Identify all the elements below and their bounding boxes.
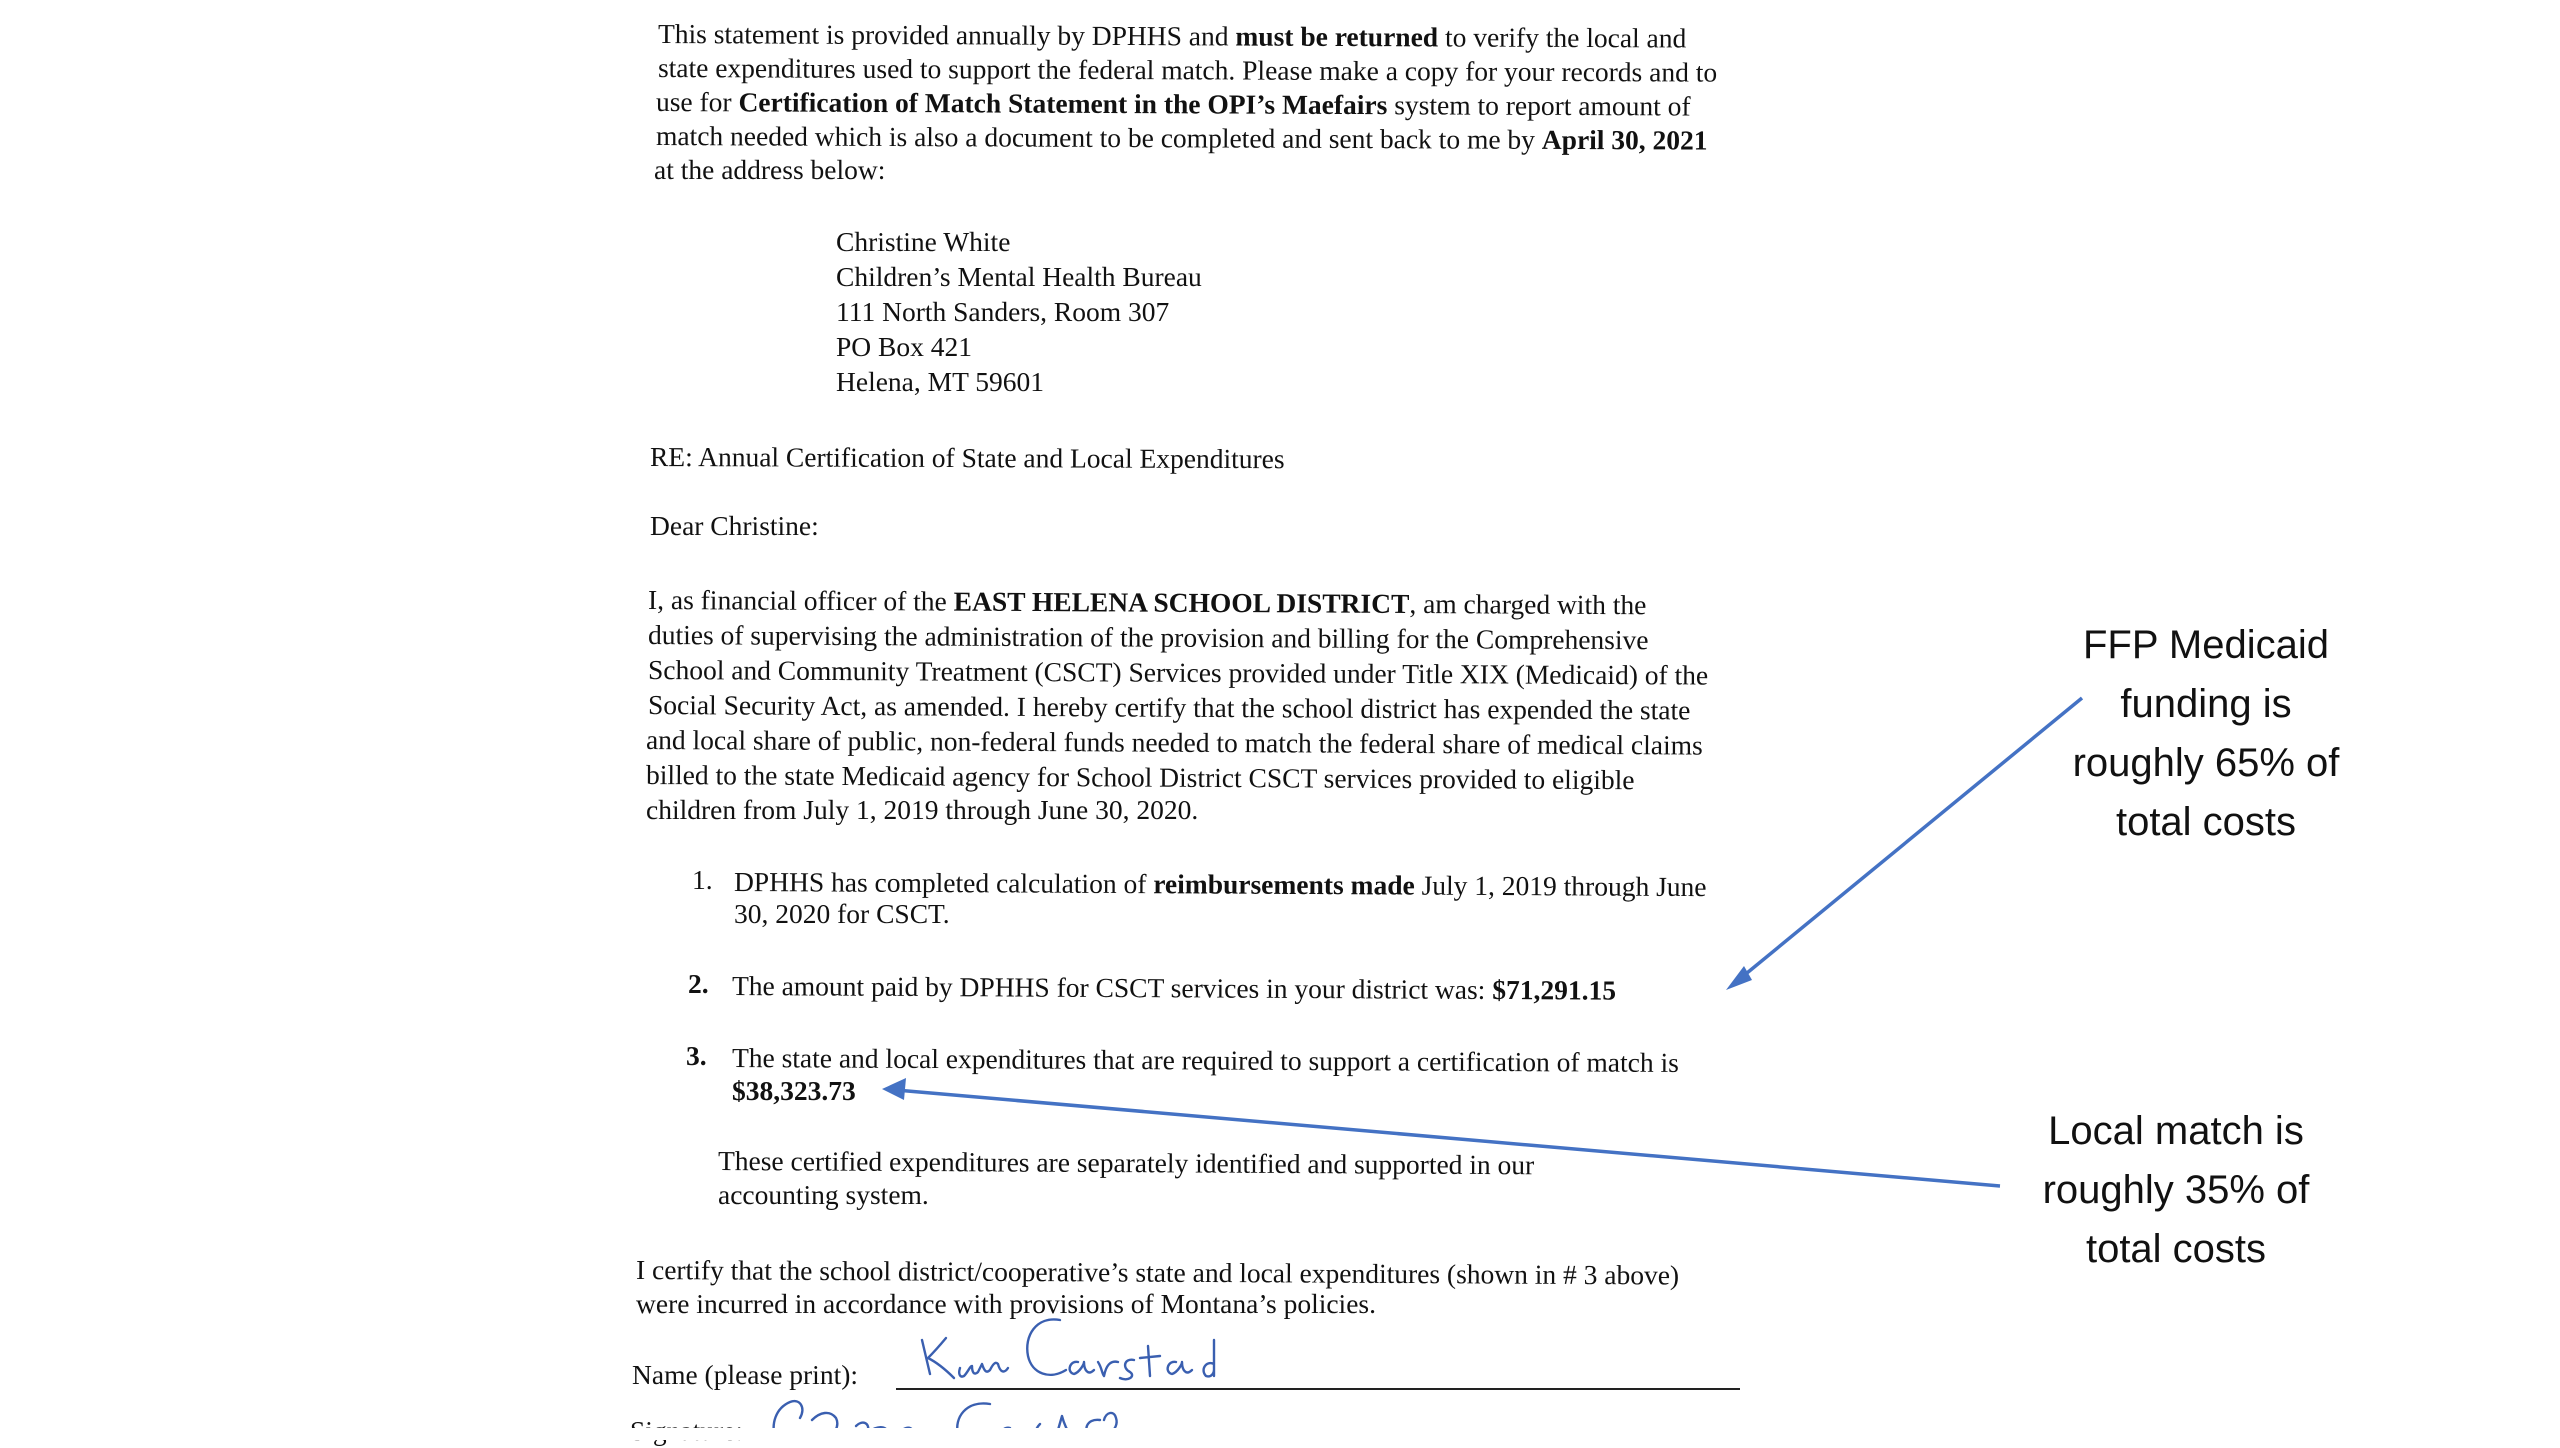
- name-label: Name (please print):: [632, 1359, 859, 1390]
- address-line: 111 North Sanders, Room 307: [836, 296, 1170, 327]
- item-number-3: 3.: [686, 1040, 707, 1071]
- body-line-1: I, as financial officer of the EAST HELENA SCHOOL DISTRICT, am charged with the: [647, 584, 1647, 621]
- address-line: Children’s Mental Health Bureau: [836, 261, 1202, 292]
- item-number-2: 2.: [688, 968, 709, 999]
- maefairs-reference: Certification of Match Statement in the OPI’s Maefairs: [738, 86, 1388, 121]
- arrow-to-amount-paid: [1736, 698, 2082, 982]
- address-line: Helena, MT 59601: [836, 366, 1044, 397]
- certified-note-line-1: These certified expenditures are separately identified and supported in our: [717, 1145, 1535, 1181]
- body-line-7: children from July 1, 2019 through June 30, 2020.: [646, 794, 1199, 825]
- arrowhead-amount-paid-icon: [1726, 966, 1752, 990]
- arrow-to-match-amount: [896, 1090, 2000, 1186]
- body-line-4: Social Security Act, as amended. I hereby certify that the school district has expended the state: [647, 689, 1691, 726]
- intro-line-1: This statement is provided annually by DPHHS and must be returned to verify the local and: [657, 18, 1687, 54]
- intro-line-2: state expenditures used to support the federal match. Please make a copy for your records and to: [657, 52, 1718, 88]
- due-date: April 30, 2021: [1541, 123, 1708, 156]
- intro-line-5: at the address below:: [654, 154, 886, 185]
- match-amount: $38,323.73: [732, 1075, 856, 1106]
- annotation-local-match: Local match is roughly 35% of total costs: [2042, 1109, 2310, 1271]
- address-line: Christine White: [836, 226, 1011, 257]
- must-be-returned: must be returned: [1235, 20, 1439, 53]
- re-line: RE: Annual Certification of State and Local Expenditures: [649, 441, 1285, 475]
- certify-line-2: were incurred in accordance with provisions of Montana’s policies.: [636, 1288, 1376, 1319]
- item-1-line-1: DPHHS has completed calculation of reimbursements made July 1, 2019 through June: [733, 866, 1707, 903]
- reimbursements-made: reimbursements made: [1153, 868, 1415, 901]
- item-3-line-1: The state and local expenditures that are required to support a certification of match is: [731, 1042, 1679, 1078]
- body-line-5: and local share of public, non-federal funds needed to match the federal share of medical claims: [645, 724, 1703, 761]
- annotation-ffp-medicaid: FFP Medicaid funding is roughly 65% of total costs: [2072, 623, 2340, 844]
- body-line-6: billed to the state Medicaid agency for School District CSCT services provided to eligible: [645, 759, 1635, 796]
- intro-line-4: match needed which is also a document to be completed and sent back to me by April 30, 2021: [655, 120, 1708, 156]
- item-1-line-2: 30, 2020 for CSCT.: [734, 898, 950, 929]
- salutation: Dear Christine:: [650, 510, 819, 541]
- district-name: EAST HELENA SCHOOL DISTRICT: [953, 585, 1410, 619]
- address-line: PO Box 421: [836, 331, 972, 362]
- certified-note-line-2: accounting system.: [718, 1179, 929, 1210]
- arrowhead-match-amount-icon: [882, 1078, 906, 1100]
- intro-line-3: use for Certification of Match Statement in the OPI’s Maefairs system to report amount of: [655, 86, 1691, 122]
- item-2-line: The amount paid by DPHHS for CSCT services in your district was: $71,291.15: [731, 970, 1617, 1006]
- body-line-2: duties of supervising the administration of the provision and billing for the Comprehensive: [647, 619, 1649, 656]
- amount-paid: $71,291.15: [1492, 973, 1617, 1006]
- item-number-1: 1.: [692, 864, 713, 895]
- certify-line-1: I certify that the school district/cooperative’s state and local expenditures (shown in # 3 above): [635, 1254, 1680, 1291]
- body-line-3: School and Community Treatment (CSCT) Services provided under Title XIX (Medicaid) of the: [647, 654, 1709, 691]
